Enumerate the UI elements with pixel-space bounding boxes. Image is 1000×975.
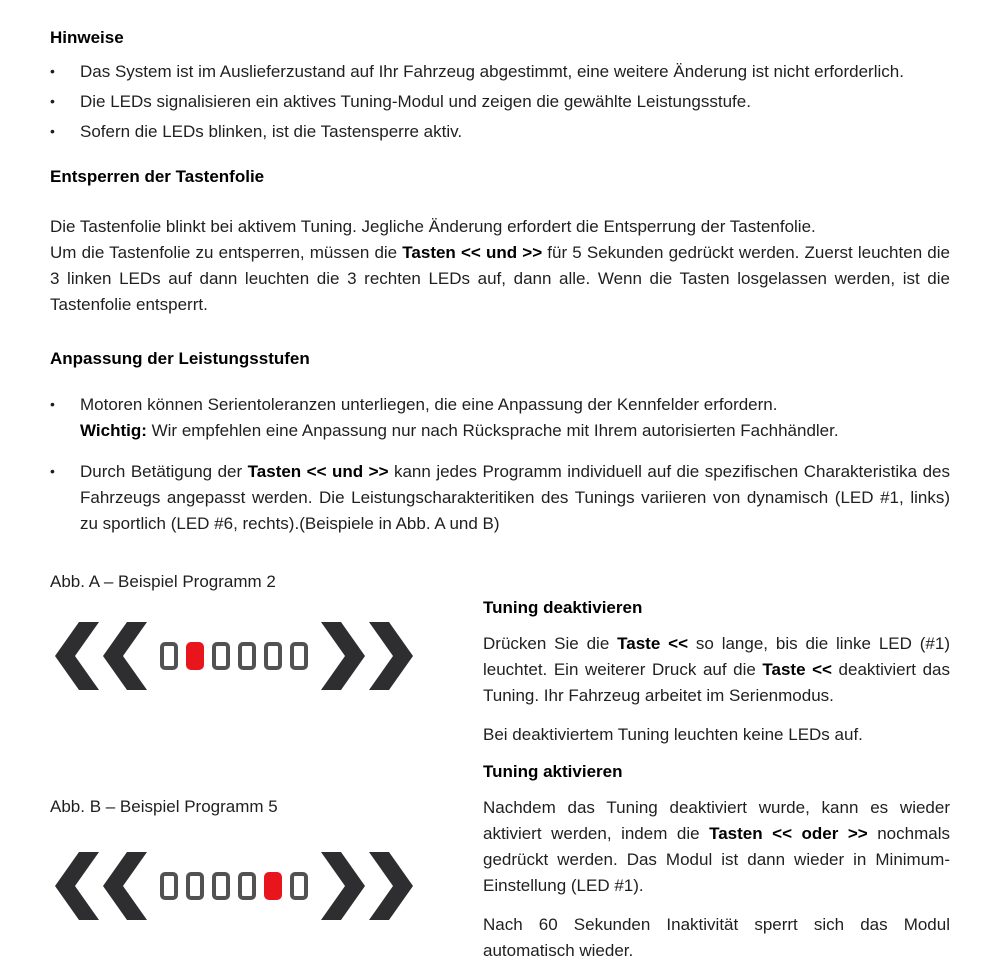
double-chevron-left-icon xyxy=(55,852,147,920)
bullet-icon: • xyxy=(50,63,55,79)
deaktivieren-paragraph-2: Bei deaktiviertem Tuning leuchten keine LEDs auf. xyxy=(483,725,863,744)
section-title-tuning-aktivieren: Tuning aktivieren xyxy=(483,762,623,781)
entsperren-paragraph-1: Die Tastenfolie blinkt bei aktivem Tuning. Jegliche Änderung erfordert die Entsperrung der Tastenfolie. xyxy=(50,217,816,236)
led-indicator xyxy=(212,872,230,900)
double-chevron-right-icon xyxy=(321,622,413,690)
led-indicator xyxy=(186,872,204,900)
bullet-icon: • xyxy=(50,463,55,479)
section-hinweise xyxy=(50,28,950,144)
lower-columns xyxy=(50,562,950,975)
hinweise-bullet-2-text: Die LEDs signalisieren ein aktives Tuning-Modul und zeigen die gewählte Leistungsstufe. xyxy=(80,92,751,111)
led-indicator xyxy=(160,642,178,670)
double-chevron-right-icon xyxy=(321,852,413,920)
led-indicator xyxy=(160,872,178,900)
aktivieren-paragraph-2: Nach 60 Sekunden Inaktivität sperrt sich das Modul automatisch wieder. xyxy=(483,915,950,960)
led-indicator xyxy=(238,642,256,670)
led-indicator-active xyxy=(264,872,282,900)
hinweise-bullet-3-text: Sofern die LEDs blinken, ist die Tastensperre aktiv. xyxy=(80,122,463,141)
double-chevron-left-icon xyxy=(55,622,147,690)
led-indicator xyxy=(290,642,308,670)
bullet-icon: • xyxy=(50,396,55,412)
anpassung-bullet-2-text: Durch Betätigung der Tasten << und >> kann jedes Programm individuell auf die spezifischen Charakteristika des Fahrzeugs angepasst werden. Die Leistungscharakteritiken des Tunings variieren von dynamisch (LED #1, links) zu sportlich (LED #6, rechts).(Beispiele in Abb. A und B) xyxy=(80,462,950,533)
deaktivieren-paragraph-1: Drücken Sie die Taste << so lange, bis die linke LED (#1) leuchtet. Ein weiterer Druck auf die Taste << deaktiviert das Tuning. Ihr Fahrzeug arbeitet im Serienmodus. xyxy=(483,634,950,705)
led-indicator xyxy=(238,872,256,900)
led-indicator xyxy=(264,642,282,670)
bullet-icon: • xyxy=(50,93,55,109)
section-title-anpassung: Anpassung der Leistungsstufen xyxy=(50,349,310,368)
hinweise-bullet-3 xyxy=(50,119,950,144)
section-entsperren xyxy=(50,167,950,318)
hinweise-bullet-1 xyxy=(50,59,950,84)
figure-a-label: Abb. A – Beispiel Programm 2 xyxy=(50,572,276,591)
section-title-entsperren: Entsperren der Tastenfolie xyxy=(50,167,265,186)
hinweise-bullet-2 xyxy=(50,89,950,114)
led-strip-b xyxy=(160,872,308,900)
hinweise-bullet-1-text: Das System ist im Auslieferzustand auf Ihr Fahrzeug abgestimmt, eine weitere Änderung ist nicht erforderlich. xyxy=(80,62,904,81)
figure-b-label: Abb. B – Beispiel Programm 5 xyxy=(50,797,278,816)
led-indicator xyxy=(212,642,230,670)
section-title-hinweise: Hinweise xyxy=(50,28,124,47)
figures-column xyxy=(50,562,483,975)
instructions-column xyxy=(483,562,950,975)
figure-b-graphic xyxy=(55,852,483,920)
anpassung-bullet-1 xyxy=(50,392,950,444)
entsperren-paragraph-2: Um die Tastenfolie zu entsperren, müssen die Tasten << und >> für 5 Sekunden gedrückt werden. Zuerst leuchten die 3 linken LEDs auf dann leuchten die 3 rechten LEDs auf, dann alle. Wenn die Tasten losgelassen werden, ist die Tastenfolie entsperrt. xyxy=(50,243,950,314)
anpassung-bullet-2 xyxy=(50,459,950,537)
section-anpassung xyxy=(50,349,950,537)
anpassung-bullet-1-text: Motoren können Serientoleranzen unterliegen, die eine Anpassung der Kennfelder erfordern. Wichtig: Wir empfehlen eine Anpassung nur nach Rücksprache mit Ihrem autorisierten Fachhändler. xyxy=(80,395,839,440)
figure-a-graphic xyxy=(55,622,483,690)
led-strip-a xyxy=(160,642,308,670)
aktivieren-paragraph-1: Nachdem das Tuning deaktiviert wurde, kann es wieder aktiviert werden, indem die Tasten << oder >> nochmals gedrückt werden. Das Modul ist dann wieder in Minimum-Einstellung (LED #1). xyxy=(483,798,950,895)
bullet-icon: • xyxy=(50,123,55,139)
led-indicator xyxy=(290,872,308,900)
section-title-tuning-deaktivieren: Tuning deaktivieren xyxy=(483,598,643,617)
led-indicator-active xyxy=(186,642,204,670)
